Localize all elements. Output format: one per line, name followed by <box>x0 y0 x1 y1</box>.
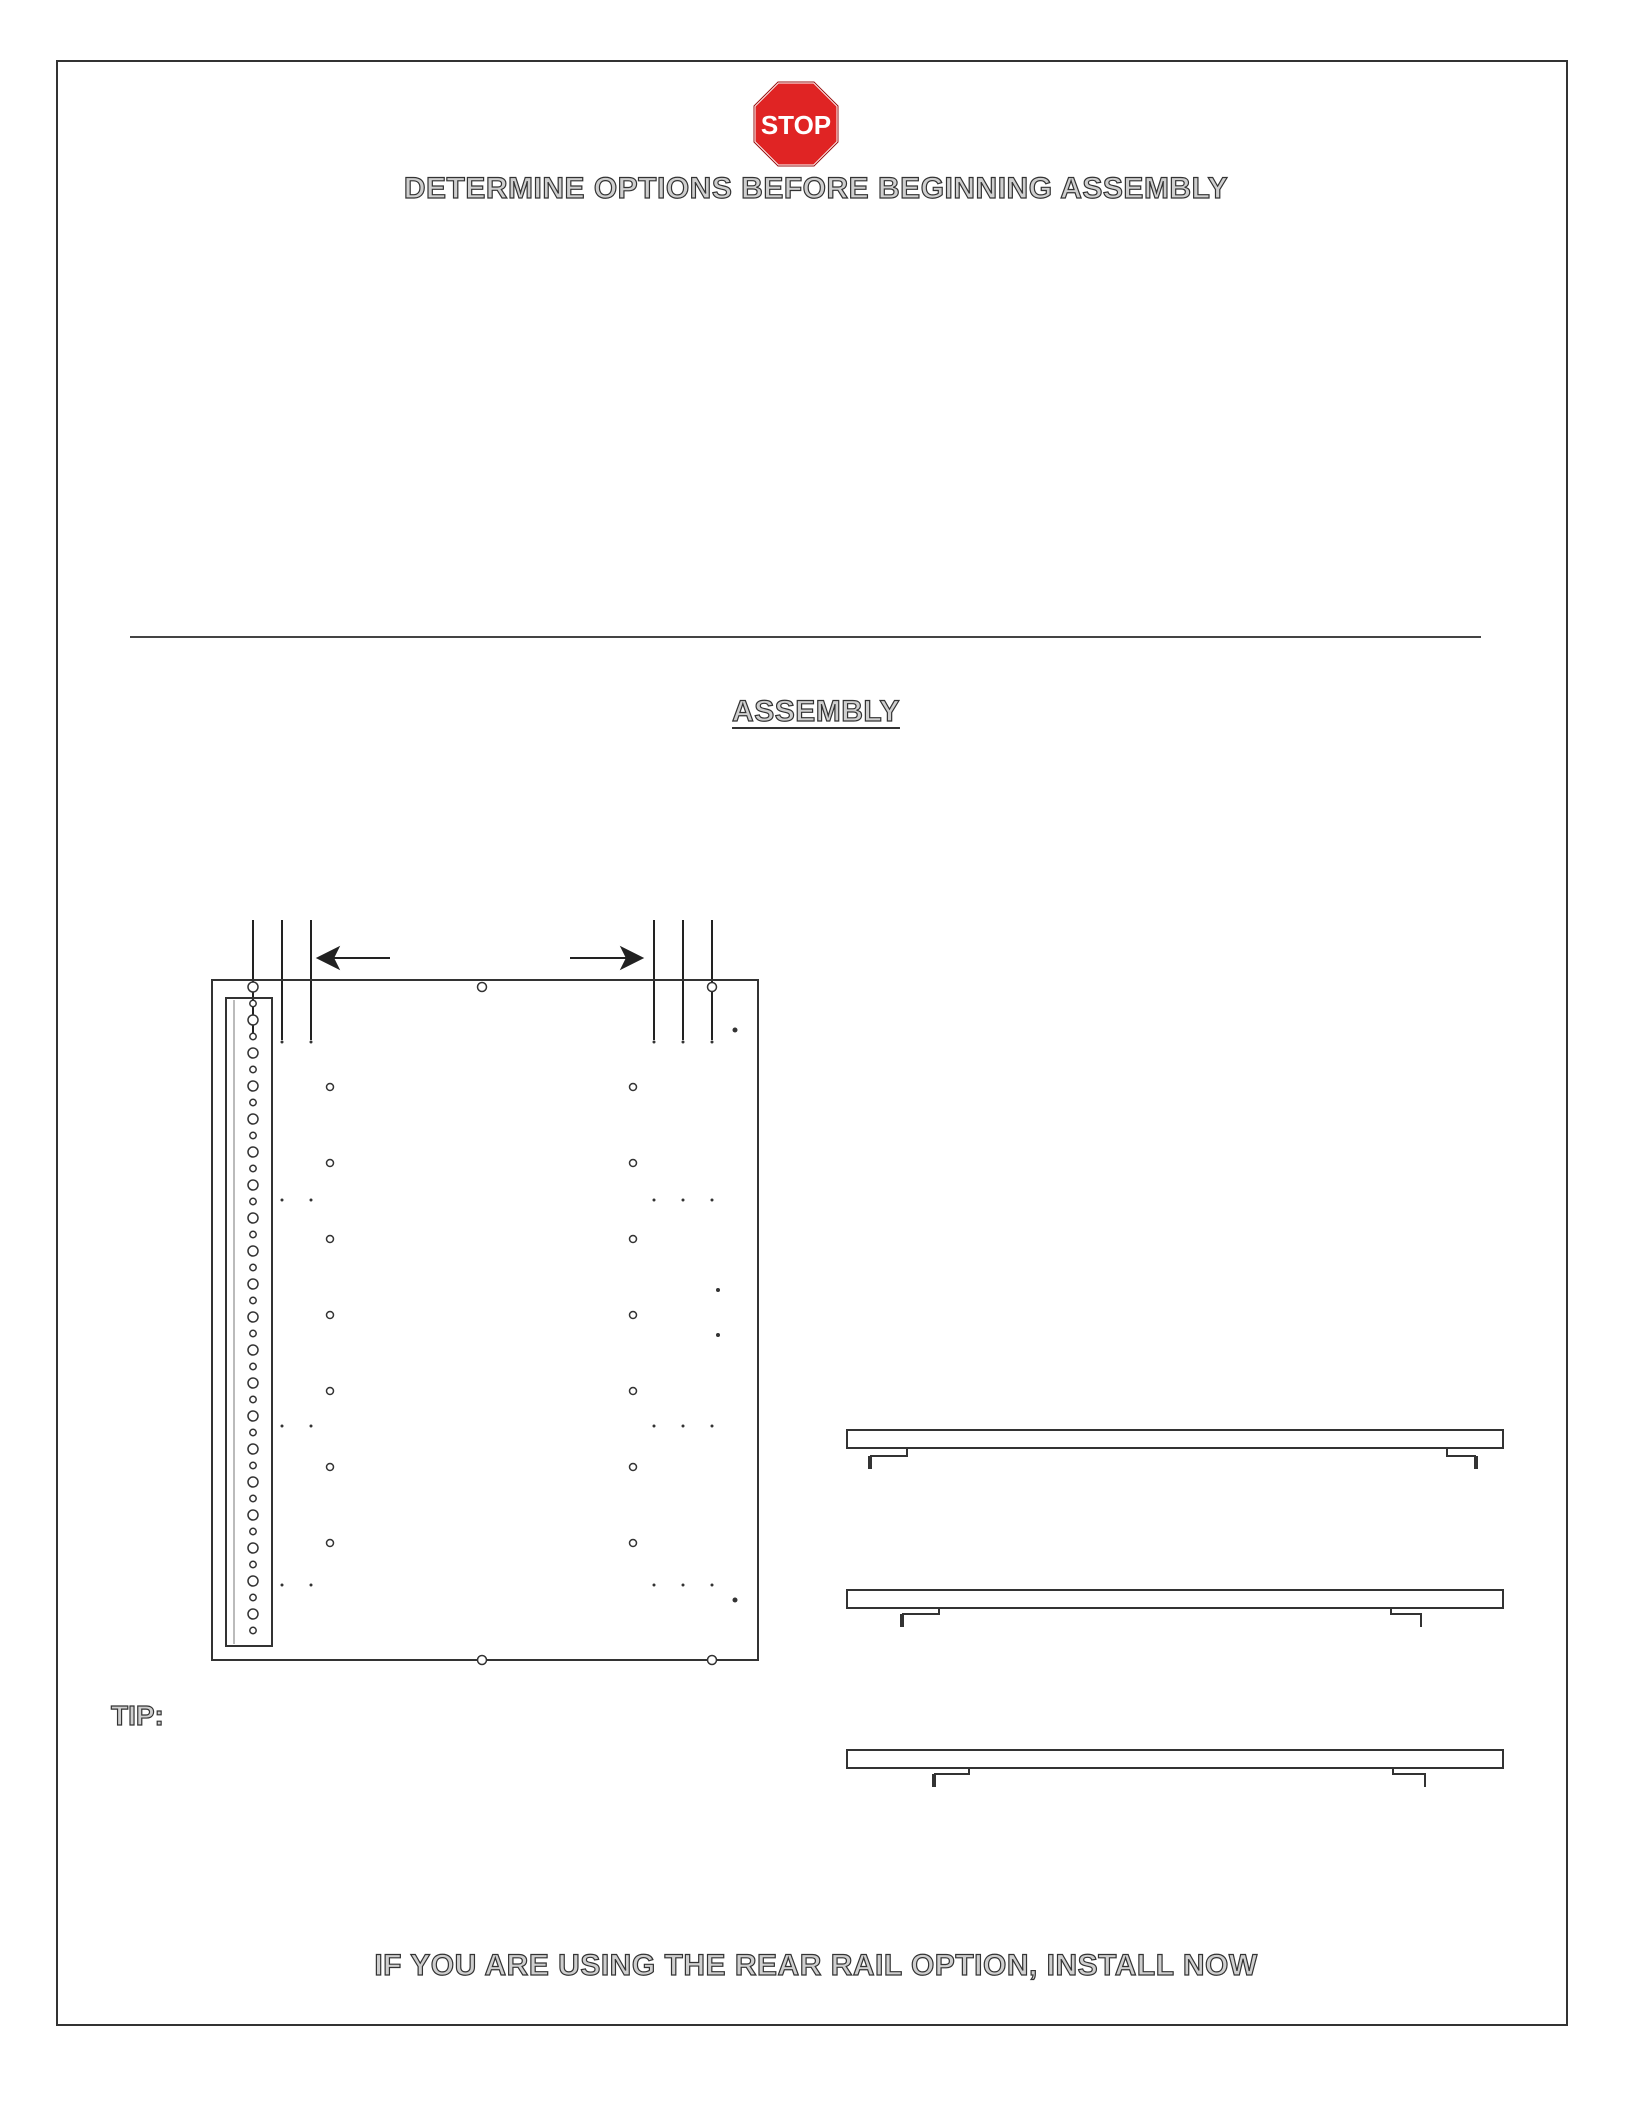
rail-hole <box>250 1495 256 1501</box>
panel-dots <box>281 1028 738 1603</box>
panel-hole <box>327 1388 334 1395</box>
panel-dot <box>682 1425 685 1428</box>
shelf-bracket-option-icon <box>847 1590 1503 1627</box>
panel-hole <box>630 1160 637 1167</box>
rail-hole <box>250 1033 256 1039</box>
panel-dot <box>310 1425 313 1428</box>
panel-dot <box>733 1598 738 1603</box>
panel-hole <box>478 983 487 992</box>
rail-hole <box>250 1330 256 1336</box>
panel-dot <box>711 1199 714 1202</box>
rail-hole <box>250 1198 256 1204</box>
stop-sign-text: STOP <box>760 110 832 140</box>
rail-holes <box>248 982 258 1634</box>
panel-dot <box>653 1199 656 1202</box>
panel-hole <box>708 1656 717 1665</box>
rail-hole <box>248 1510 258 1520</box>
panel-dot <box>711 1425 714 1428</box>
section-heading-assembly <box>0 695 1632 729</box>
shelf-bracket-option-icon <box>847 1430 1503 1469</box>
rail-hole <box>248 1411 258 1421</box>
panel-hole <box>630 1388 637 1395</box>
rail-hole <box>250 1000 256 1006</box>
double-arrow-icon <box>318 948 642 968</box>
panel-hole <box>630 1540 637 1547</box>
rail-hole <box>250 1561 256 1567</box>
panel-hole <box>630 1084 637 1091</box>
section-divider <box>130 636 1481 638</box>
panel-dot <box>653 1584 656 1587</box>
shelf-options-diagram <box>845 1420 1515 1820</box>
panel-hole <box>630 1312 637 1319</box>
panel-dot <box>682 1041 685 1044</box>
panel-dot <box>682 1584 685 1587</box>
rail-hole <box>250 1594 256 1600</box>
panel-hole <box>327 1236 334 1243</box>
rail-hole <box>248 1213 258 1223</box>
rail-hole <box>248 1246 258 1256</box>
rail-hole <box>250 1528 256 1534</box>
assembly-heading-text: ASSEMBLY <box>732 695 900 728</box>
panel-dot <box>653 1041 656 1044</box>
panel-dot <box>682 1199 685 1202</box>
rail-hole <box>250 1627 256 1633</box>
rail-hole <box>248 1081 258 1091</box>
rail-hole <box>250 1264 256 1270</box>
rail-hole <box>250 1429 256 1435</box>
panel-dot <box>281 1584 284 1587</box>
panel-dot <box>716 1333 720 1337</box>
panel-dot <box>310 1199 313 1202</box>
panel-hole <box>708 983 717 992</box>
rail-hole <box>250 1297 256 1303</box>
rail-hole <box>250 1099 256 1105</box>
rail-hole <box>250 1066 256 1072</box>
rail-hole <box>250 1165 256 1171</box>
rail-hole <box>248 1609 258 1619</box>
panel-hole <box>478 1656 487 1665</box>
panel-dot <box>281 1425 284 1428</box>
panel-dot <box>716 1288 720 1292</box>
stop-sign-icon <box>752 80 840 168</box>
panel-hole <box>327 1084 334 1091</box>
shelf-bracket-option-icon <box>847 1750 1503 1787</box>
panel-hole <box>327 1312 334 1319</box>
rail-hole <box>248 1312 258 1322</box>
panel-hole <box>327 1160 334 1167</box>
panel-dot <box>281 1199 284 1202</box>
panel-hole <box>630 1464 637 1471</box>
page-title: DETERMINE OPTIONS BEFORE BEGINNING ASSEMBLY <box>403 172 1229 205</box>
rear-rail-instruction: IF YOU ARE USING THE REAR RAIL OPTION, INSTALL NOW <box>374 1949 1258 1982</box>
panel-dot <box>310 1041 313 1044</box>
rail-hole <box>250 1231 256 1237</box>
panel-hole <box>327 1464 334 1471</box>
panel-hole <box>630 1236 637 1243</box>
rail-hole <box>248 1114 258 1124</box>
tip-label: TIP: <box>111 1700 164 1731</box>
panel-dot <box>310 1584 313 1587</box>
side-panel-outline <box>212 980 758 1660</box>
rail-hole <box>248 1015 258 1025</box>
rail-hole <box>248 1279 258 1289</box>
panel-hole <box>327 1540 334 1547</box>
rail-hole <box>248 1543 258 1553</box>
panel-dot <box>711 1584 714 1587</box>
rail-hole <box>248 982 258 992</box>
rail-hole <box>248 1378 258 1388</box>
rail-hole <box>248 1576 258 1586</box>
rail-hole <box>248 1345 258 1355</box>
rail-hole <box>248 1180 258 1190</box>
rail-hole <box>248 1147 258 1157</box>
rail-hole <box>250 1363 256 1369</box>
rail-hole <box>248 1444 258 1454</box>
panel-dot <box>281 1041 284 1044</box>
panel-dot <box>653 1425 656 1428</box>
panel-holes <box>327 983 717 1665</box>
rail-hole <box>250 1396 256 1402</box>
rail-hole <box>248 1048 258 1058</box>
panel-dot <box>711 1041 714 1044</box>
rail-hole <box>248 1477 258 1487</box>
panel-dot <box>733 1028 738 1033</box>
rail-hole <box>250 1462 256 1468</box>
side-panel-diagram <box>200 920 770 1670</box>
rail-hole <box>250 1132 256 1138</box>
